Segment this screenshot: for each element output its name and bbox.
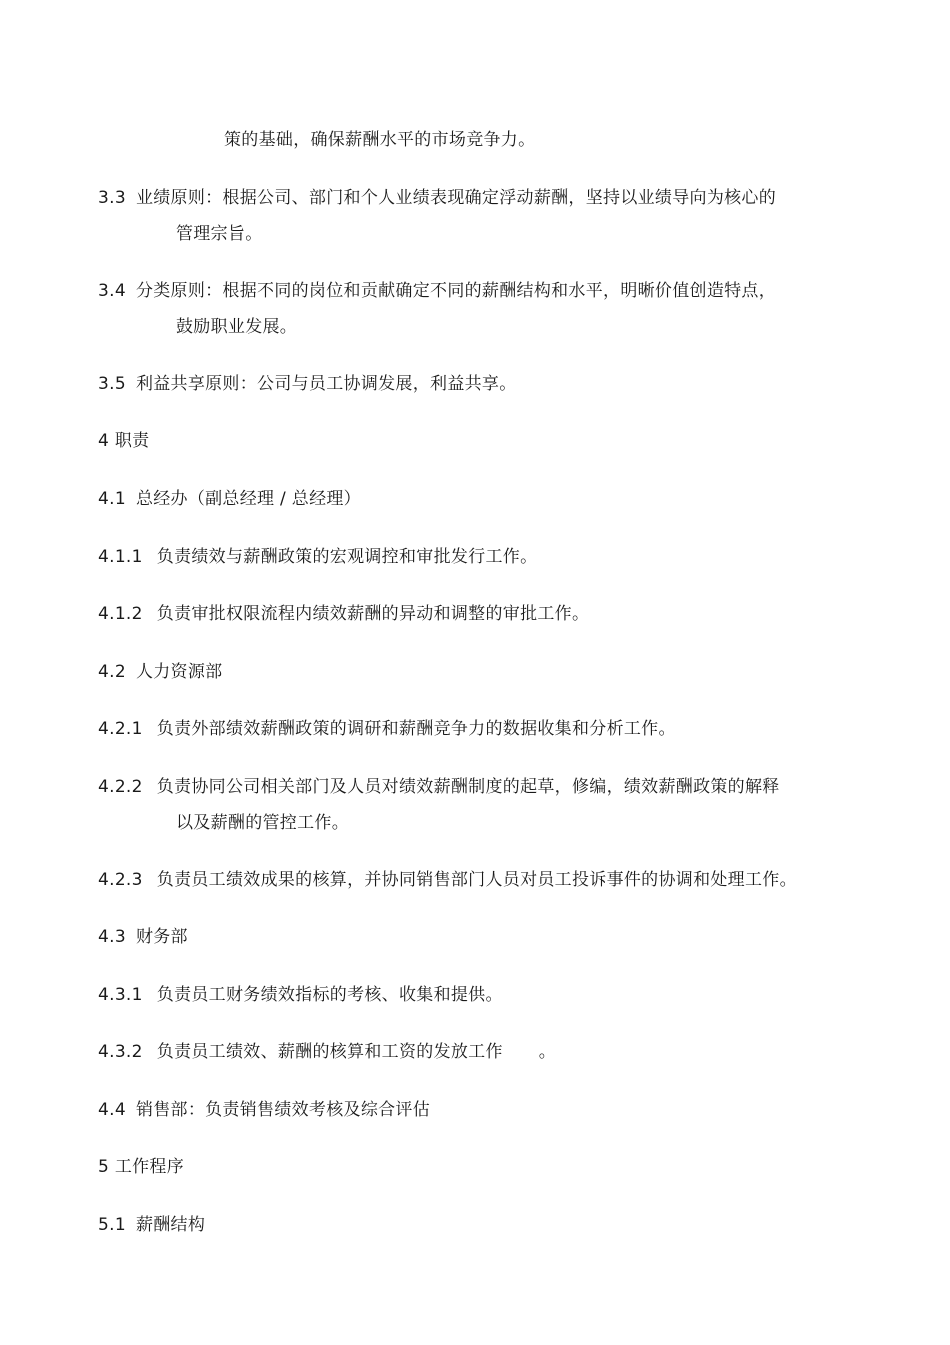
section-heading-text: 5 工作程序 — [98, 1157, 185, 1177]
clause-4-2-2-continuation — [176, 812, 349, 834]
clause-text: 负责绩效与薪酬政策的宏观调控和审批发行工作。 — [156, 547, 538, 567]
line-text: 管理宗旨。 — [176, 224, 263, 244]
section-heading-text: 4 职责 — [98, 431, 150, 451]
clause-text: 分类原则：根据不同的岗位和贡献确定不同的薪酬结构和水平，明晰价值创造特点， — [135, 281, 777, 301]
clause-number: 4.1.2 — [98, 604, 143, 624]
section-heading-4 — [98, 430, 149, 452]
clause-text: 负责外部绩效薪酬政策的调研和薪酬竞争力的数据收集和分析工作。 — [156, 719, 676, 739]
line-text: 策的基础，确保薪酬水平的市场竞争力。 — [224, 130, 536, 150]
clause-number: 3.5 — [98, 374, 126, 394]
clause-4-2-3 — [98, 869, 797, 891]
clause-4-2-1 — [98, 718, 676, 740]
clause-number: 4.3.1 — [98, 985, 143, 1005]
clause-3-3 — [98, 187, 776, 209]
clause-text: 负责员工绩效、薪酬的核算和工资的发放工作 — [156, 1042, 503, 1062]
line-text: 以及薪酬的管控工作。 — [176, 813, 349, 833]
clause-text: 财务部 — [135, 927, 188, 947]
clause-number: 4.1 — [98, 489, 126, 509]
line-text: 鼓励职业发展。 — [176, 317, 298, 337]
clause-number: 4.3.2 — [98, 1042, 143, 1062]
clause-3-4-continuation — [176, 316, 297, 338]
clause-5-1 — [98, 1214, 205, 1236]
clause-number: 4.3 — [98, 927, 126, 947]
clause-4-3 — [98, 926, 188, 948]
clause-4-3-2 — [98, 1041, 556, 1063]
clause-text: 总经办（副总经理 / 总经理） — [135, 489, 361, 509]
clause-3-5 — [98, 373, 517, 395]
clause-number: 4.1.1 — [98, 547, 143, 567]
clause-text: 人力资源部 — [135, 662, 223, 682]
paragraph-continuation — [224, 129, 535, 151]
clause-tail: 。 — [538, 1042, 557, 1062]
clause-4-3-1 — [98, 984, 503, 1006]
clause-text: 利益共享原则：公司与员工协调发展，利益共享。 — [135, 374, 517, 394]
clause-number: 4.2.1 — [98, 719, 143, 739]
clause-4-4 — [98, 1099, 430, 1121]
clause-4-1-1 — [98, 546, 537, 568]
clause-3-3-continuation — [176, 223, 263, 245]
clause-text: 负责员工绩效成果的核算，并协同销售部门人员对员工投诉事件的协调和处理工作。 — [156, 870, 797, 890]
clause-text: 负责协同公司相关部门及人员对绩效薪酬制度的起草，修编，绩效薪酬政策的解释 — [156, 777, 780, 797]
clause-number: 4.2 — [98, 662, 126, 682]
clause-text: 负责员工财务绩效指标的考核、收集和提供。 — [156, 985, 503, 1005]
clause-number: 4.2.3 — [98, 870, 143, 890]
clause-number: 4.4 — [98, 1100, 126, 1120]
clause-4-1-2 — [98, 603, 589, 625]
clause-4-2 — [98, 661, 222, 683]
clause-number: 5.1 — [98, 1215, 126, 1235]
clause-text: 销售部：负责销售绩效考核及综合评估 — [135, 1100, 431, 1120]
clause-number: 3.4 — [98, 281, 126, 301]
clause-4-2-2 — [98, 776, 780, 798]
clause-text: 业绩原则：根据公司、部门和个人业绩表现确定浮动薪酬，坚持以业绩导向为核心的 — [135, 188, 777, 208]
clause-number: 3.3 — [98, 188, 126, 208]
section-heading-5 — [98, 1156, 184, 1178]
clause-4-1 — [98, 488, 361, 510]
clause-text: 负责审批权限流程内绩效薪酬的异动和调整的审批工作。 — [156, 604, 590, 624]
clause-number: 4.2.2 — [98, 777, 143, 797]
clause-text: 薪酬结构 — [135, 1215, 206, 1235]
clause-3-4 — [98, 280, 776, 302]
